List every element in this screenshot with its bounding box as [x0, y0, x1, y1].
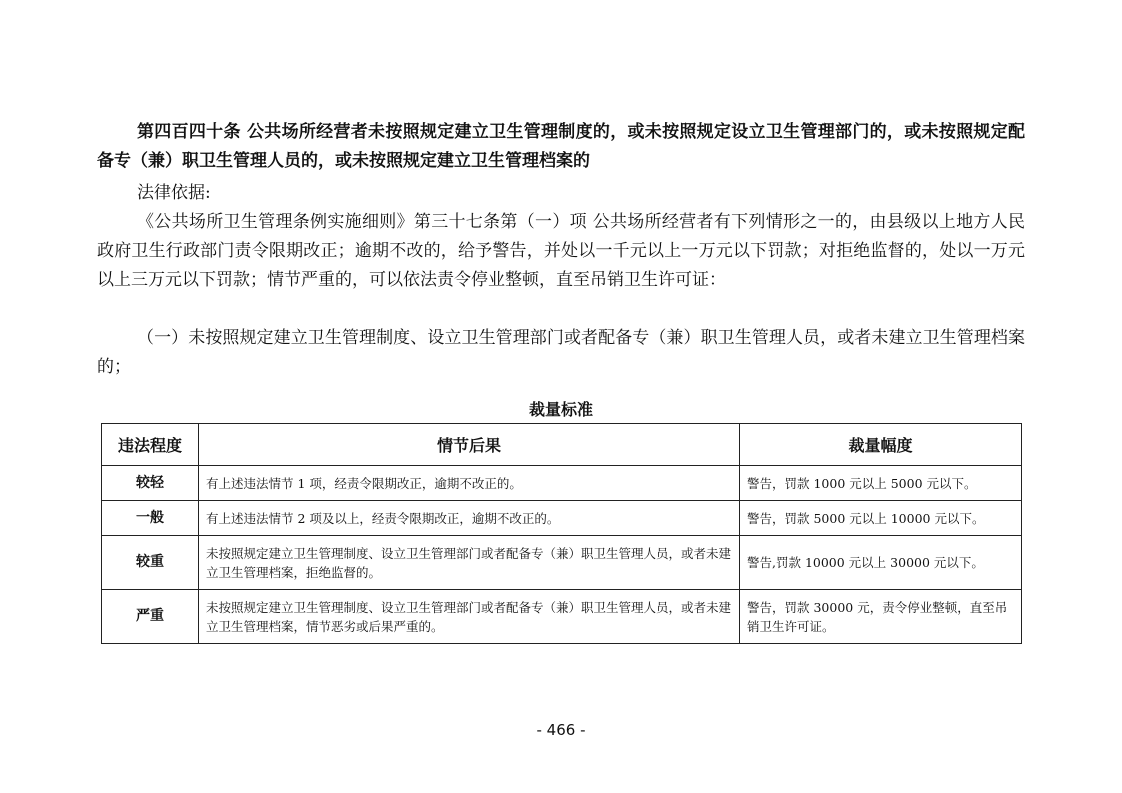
table-row	[102, 466, 1022, 501]
legal-basis-label: 法律依据:	[137, 183, 211, 203]
table-caption: 裁量标准	[528, 400, 593, 419]
circumstance-cell: 未按照规定建立卫生管理制度、设立卫生管理部门或者配备专（兼）职卫生管理人员，或者未建立卫生管理档案，拒绝监督的。	[199, 536, 740, 590]
legal-basis-item: （一）未按照规定建立卫生管理制度、设立卫生管理部门或者配备专（兼）职卫生管理人员，或者未建立卫生管理档案的；	[97, 328, 1025, 377]
penalty-cell: 警告,罚款 10000 元以上 30000 元以下。	[740, 536, 1022, 590]
discretion-standard-table	[101, 423, 1022, 644]
header-circumstance: 情节后果	[199, 424, 740, 466]
header-penalty-range: 裁量幅度	[740, 424, 1022, 466]
page-number: - 466 -	[536, 721, 586, 739]
circumstance-cell: 未按照规定建立卫生管理制度、设立卫生管理部门或者配备专（兼）职卫生管理人员，或者未建立卫生管理档案，情节恶劣或后果严重的。	[199, 590, 740, 644]
circumstance-cell: 有上述违法情节 2 项及以上，经责令限期改正，逾期不改正的。	[199, 501, 740, 536]
table-row	[102, 536, 1022, 590]
article-title: 第四百四十条 公共场所经营者未按照规定建立卫生管理制度的，或未按照规定设立卫生管理部门的，或未按照规定配备专（兼）职卫生管理人员的，或未按照规定建立卫生管理档案的	[97, 122, 1025, 171]
penalty-cell: 警告，罚款 1000 元以上 5000 元以下。	[740, 466, 1022, 501]
violation-level-cell: 一般	[102, 501, 199, 536]
violation-level-cell: 较重	[102, 536, 199, 590]
table-row	[102, 590, 1022, 644]
circumstance-cell: 有上述违法情节 1 项，经责令限期改正，逾期不改正的。	[199, 466, 740, 501]
violation-level-cell: 严重	[102, 590, 199, 644]
penalty-cell: 警告，罚款 5000 元以上 10000 元以下。	[740, 501, 1022, 536]
legal-basis-text: 《公共场所卫生管理条例实施细则》第三十七条第（一）项 公共场所经营者有下列情形之一的，由县级以上地方人民政府卫生行政部门责令限期改正；逾期不改的，给予警告，并处以一千元以上一万元以下罚款；对拒绝监督的，处以一万元以上三万元以下罚款；情节严重的，可以依法责令停业整顿，直至吊销卫生许可证：	[97, 212, 1025, 290]
penalty-cell: 警告，罚款 30000 元，责令停业整顿，直至吊销卫生许可证。	[740, 590, 1022, 644]
table-header-row	[102, 424, 1022, 466]
table-row	[102, 501, 1022, 536]
header-violation-level: 违法程度	[102, 424, 199, 466]
violation-level-cell: 较轻	[102, 466, 199, 501]
